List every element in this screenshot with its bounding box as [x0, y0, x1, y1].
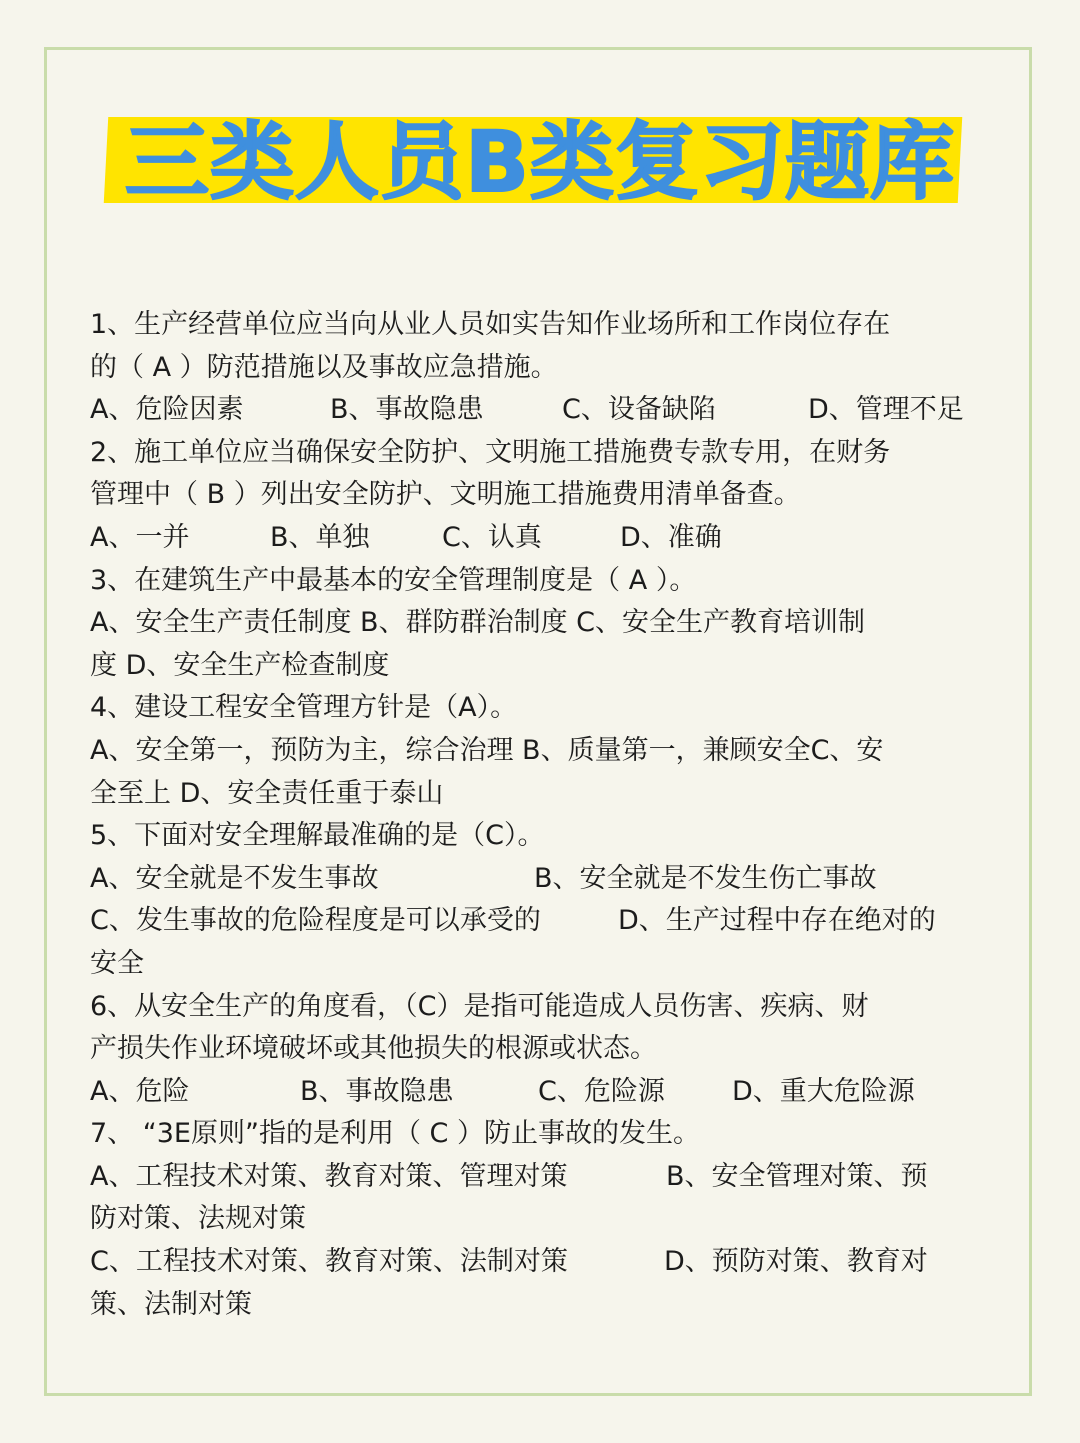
option-a: A、危险因素	[90, 394, 244, 426]
question-2-options	[90, 517, 990, 560]
question-7-options-line-3	[90, 1241, 990, 1284]
option-c: C、认真	[442, 521, 542, 553]
question-7-options-line-2: 防对策、法规对策	[90, 1203, 306, 1235]
option-c: C、发生事故的危险程度是可以承受的	[90, 905, 541, 937]
option-d: D、管理不足	[808, 394, 964, 426]
option-b: B、安全就是不发生伤亡事故	[534, 862, 877, 894]
question-5-options-line-1	[90, 858, 990, 901]
option-a: A、危险	[90, 1075, 190, 1107]
question-3-stem: 3、在建筑生产中最基本的安全管理制度是（ A ）。	[90, 564, 697, 596]
question-5-options-line-3: 安全	[90, 947, 144, 979]
question-1-stem-line-1: 1、生产经营单位应当向从业人员如实告知作业场所和工作岗位存在	[90, 309, 891, 340]
option-b: B、事故隐患	[330, 394, 484, 426]
title-banner	[0, 112, 1080, 212]
option-b: B、事故隐患	[300, 1075, 454, 1107]
page-title: 三类人员B类复习题库	[124, 113, 956, 211]
question-7-stem: 7、 “3E原则”指的是利用（ C ）防止事故的发生。	[90, 1118, 700, 1150]
question-5-stem: 5、下面对安全理解最准确的是（C）。	[90, 820, 545, 852]
option-d: D、生产过程中存在绝对的	[618, 905, 936, 937]
question-7-options-line-4: 策、法制对策	[90, 1288, 252, 1320]
question-3-options-line-1: A、安全生产责任制度 B、群防群治制度 C、安全生产教育培训制	[90, 607, 866, 639]
question-1-stem-line-2: 的（ A ）防范措施以及事故应急措施。	[90, 351, 558, 383]
option-a: A、工程技术对策、教育对策、管理对策	[90, 1160, 568, 1192]
question-7-options-line-1	[90, 1156, 990, 1199]
question-4-stem: 4、建设工程安全管理方针是（A）。	[90, 692, 518, 724]
option-d: D、重大危险源	[732, 1075, 915, 1107]
question-6-stem-line-1: 6、从安全生产的角度看，（C）是指可能造成人员伤害、疾病、财	[90, 990, 869, 1022]
option-b: B、单独	[270, 521, 370, 553]
option-d: D、预防对策、教育对	[664, 1246, 928, 1278]
option-c: C、危险源	[538, 1075, 665, 1107]
option-a: A、安全就是不发生事故	[90, 862, 379, 894]
question-5-options-line-2	[90, 900, 990, 943]
question-list	[90, 304, 990, 1326]
question-6-options	[90, 1071, 990, 1114]
option-c: C、设备缺陷	[562, 394, 716, 426]
option-c: C、工程技术对策、教育对策、法制对策	[90, 1246, 568, 1278]
question-6-stem-line-2: 产损失作业环境破坏或其他损失的根源或状态。	[90, 1033, 657, 1065]
question-2-stem-line-2: 管理中（ B ）列出安全防护、文明施工措施费用清单备查。	[90, 479, 801, 511]
question-4-options-line-1: A、安全第一，预防为主，综合治理 B、质量第一，兼顾安全C、安	[90, 734, 884, 766]
option-a: A、一并	[90, 521, 190, 553]
question-3-options-line-2: 度 D、安全生产检查制度	[90, 649, 390, 681]
option-b: B、安全管理对策、预	[666, 1160, 928, 1192]
option-d: D、准确	[620, 521, 722, 553]
question-2-stem-line-1: 2、施工单位应当确保安全防护、文明施工措施费专款专用，在财务	[90, 436, 891, 468]
question-1-options	[90, 389, 990, 432]
question-4-options-line-2: 全至上 D、安全责任重于泰山	[90, 777, 444, 809]
